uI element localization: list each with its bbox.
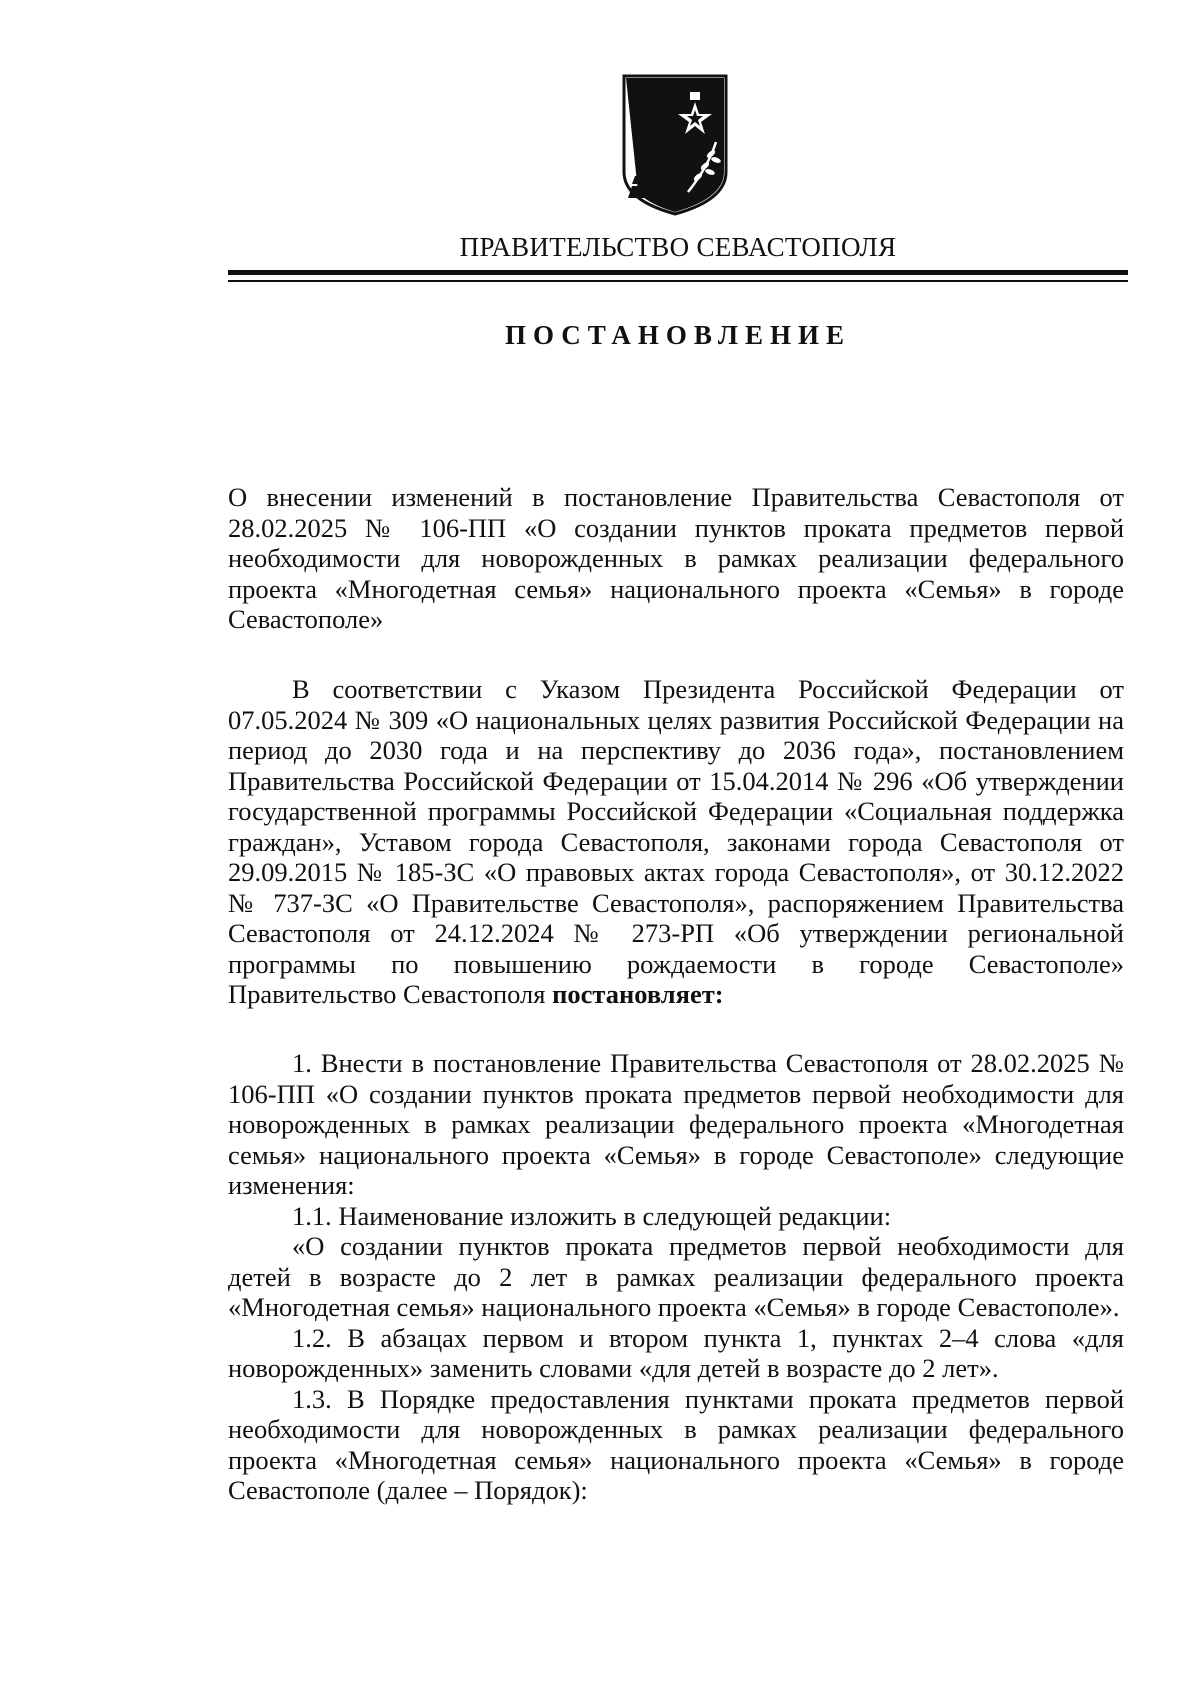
document-preamble <box>228 674 1124 1010</box>
government-title: ПРАВИТЕЛЬСТВО СЕВАСТОПОЛЯ <box>459 232 897 262</box>
document-body <box>228 1048 1124 1506</box>
document-subject <box>228 482 1124 635</box>
document-type: ПОСТАНОВЛЕНИЕ <box>504 320 852 350</box>
preamble-text: В соответствии с Указом Президента Российской Федерации от 07.05.2024 № 309 «О национальных целях развития Российской Федерации на период до 2030 года и на перспективу до 2036 года», постановлением Правительства Российской Федерации от 15.04.2014 № 296 «Об утверждении государственной программы Российской Федерации «Социальная поддержка граждан», Уставом города Севастополя, законами города Севастополя от 29.09.2015 № 185-ЗС «О правовых актах города Севастополя», от 30.12.2022 № 737-ЗС «О Правительстве Севастополя», распоряжением Правительства Севастополя от 24.12.2024 № 273-РП «Об утверждении региональной программы по повышению рождаемости в городе Севастополе» Правительство Севастополя <box>228 674 1124 1009</box>
header-rule-thick <box>228 270 1128 275</box>
subject-text: О внесении изменений в постановление Правительства Севастополя от 28.02.2025 № 106-ПП «О создании пунктов проката предметов первой необходимости для новорожденных в рамках реализации федерального проекта «Многодетная семья» национального проекта «Семья» в городе Севастополе» <box>228 482 1124 634</box>
header-double-rule <box>228 270 1128 287</box>
clause-1: 1. Внести в постановление Правительства Севастополя от 28.02.2025 № 106-ПП «О создании пунктов проката предметов первой необходимости для новорожденных в рамках реализации федерального проекта «Многодетная семья» национального проекта «Семья» в городе Севастополе» следующие изменения: <box>228 1048 1124 1200</box>
preamble-resolves: постановляет: <box>552 979 724 1009</box>
preamble-paragraph <box>228 674 1124 1010</box>
header-rule-thin <box>228 280 1128 282</box>
clause-1-3: 1.3. В Порядке предоставления пунктами проката предметов первой необходимости для новорожденных в рамках реализации федерального проекта «Многодетная семья» национального проекта «Семья» в городе Севастополе (далее – Порядок): <box>228 1383 1124 1505</box>
sevastopol-coat-of-arms-icon <box>618 72 732 218</box>
clause-1-2: 1.2. В абзацах первом и втором пункта 1, пунктах 2–4 слова «для новорожденных» заменить словами «для детей в возрасте до 2 лет». <box>228 1322 1124 1383</box>
clause-1-1-quote: «О создании пунктов проката предметов первой необходимости для детей в возрасте до 2 лет в рамках реализации федерального проекта «Многодетная семья» национального проекта «Семья» в городе Севастополе». <box>228 1231 1124 1322</box>
clause-1-1: 1.1. Наименование изложить в следующей редакции: <box>292 1200 892 1231</box>
